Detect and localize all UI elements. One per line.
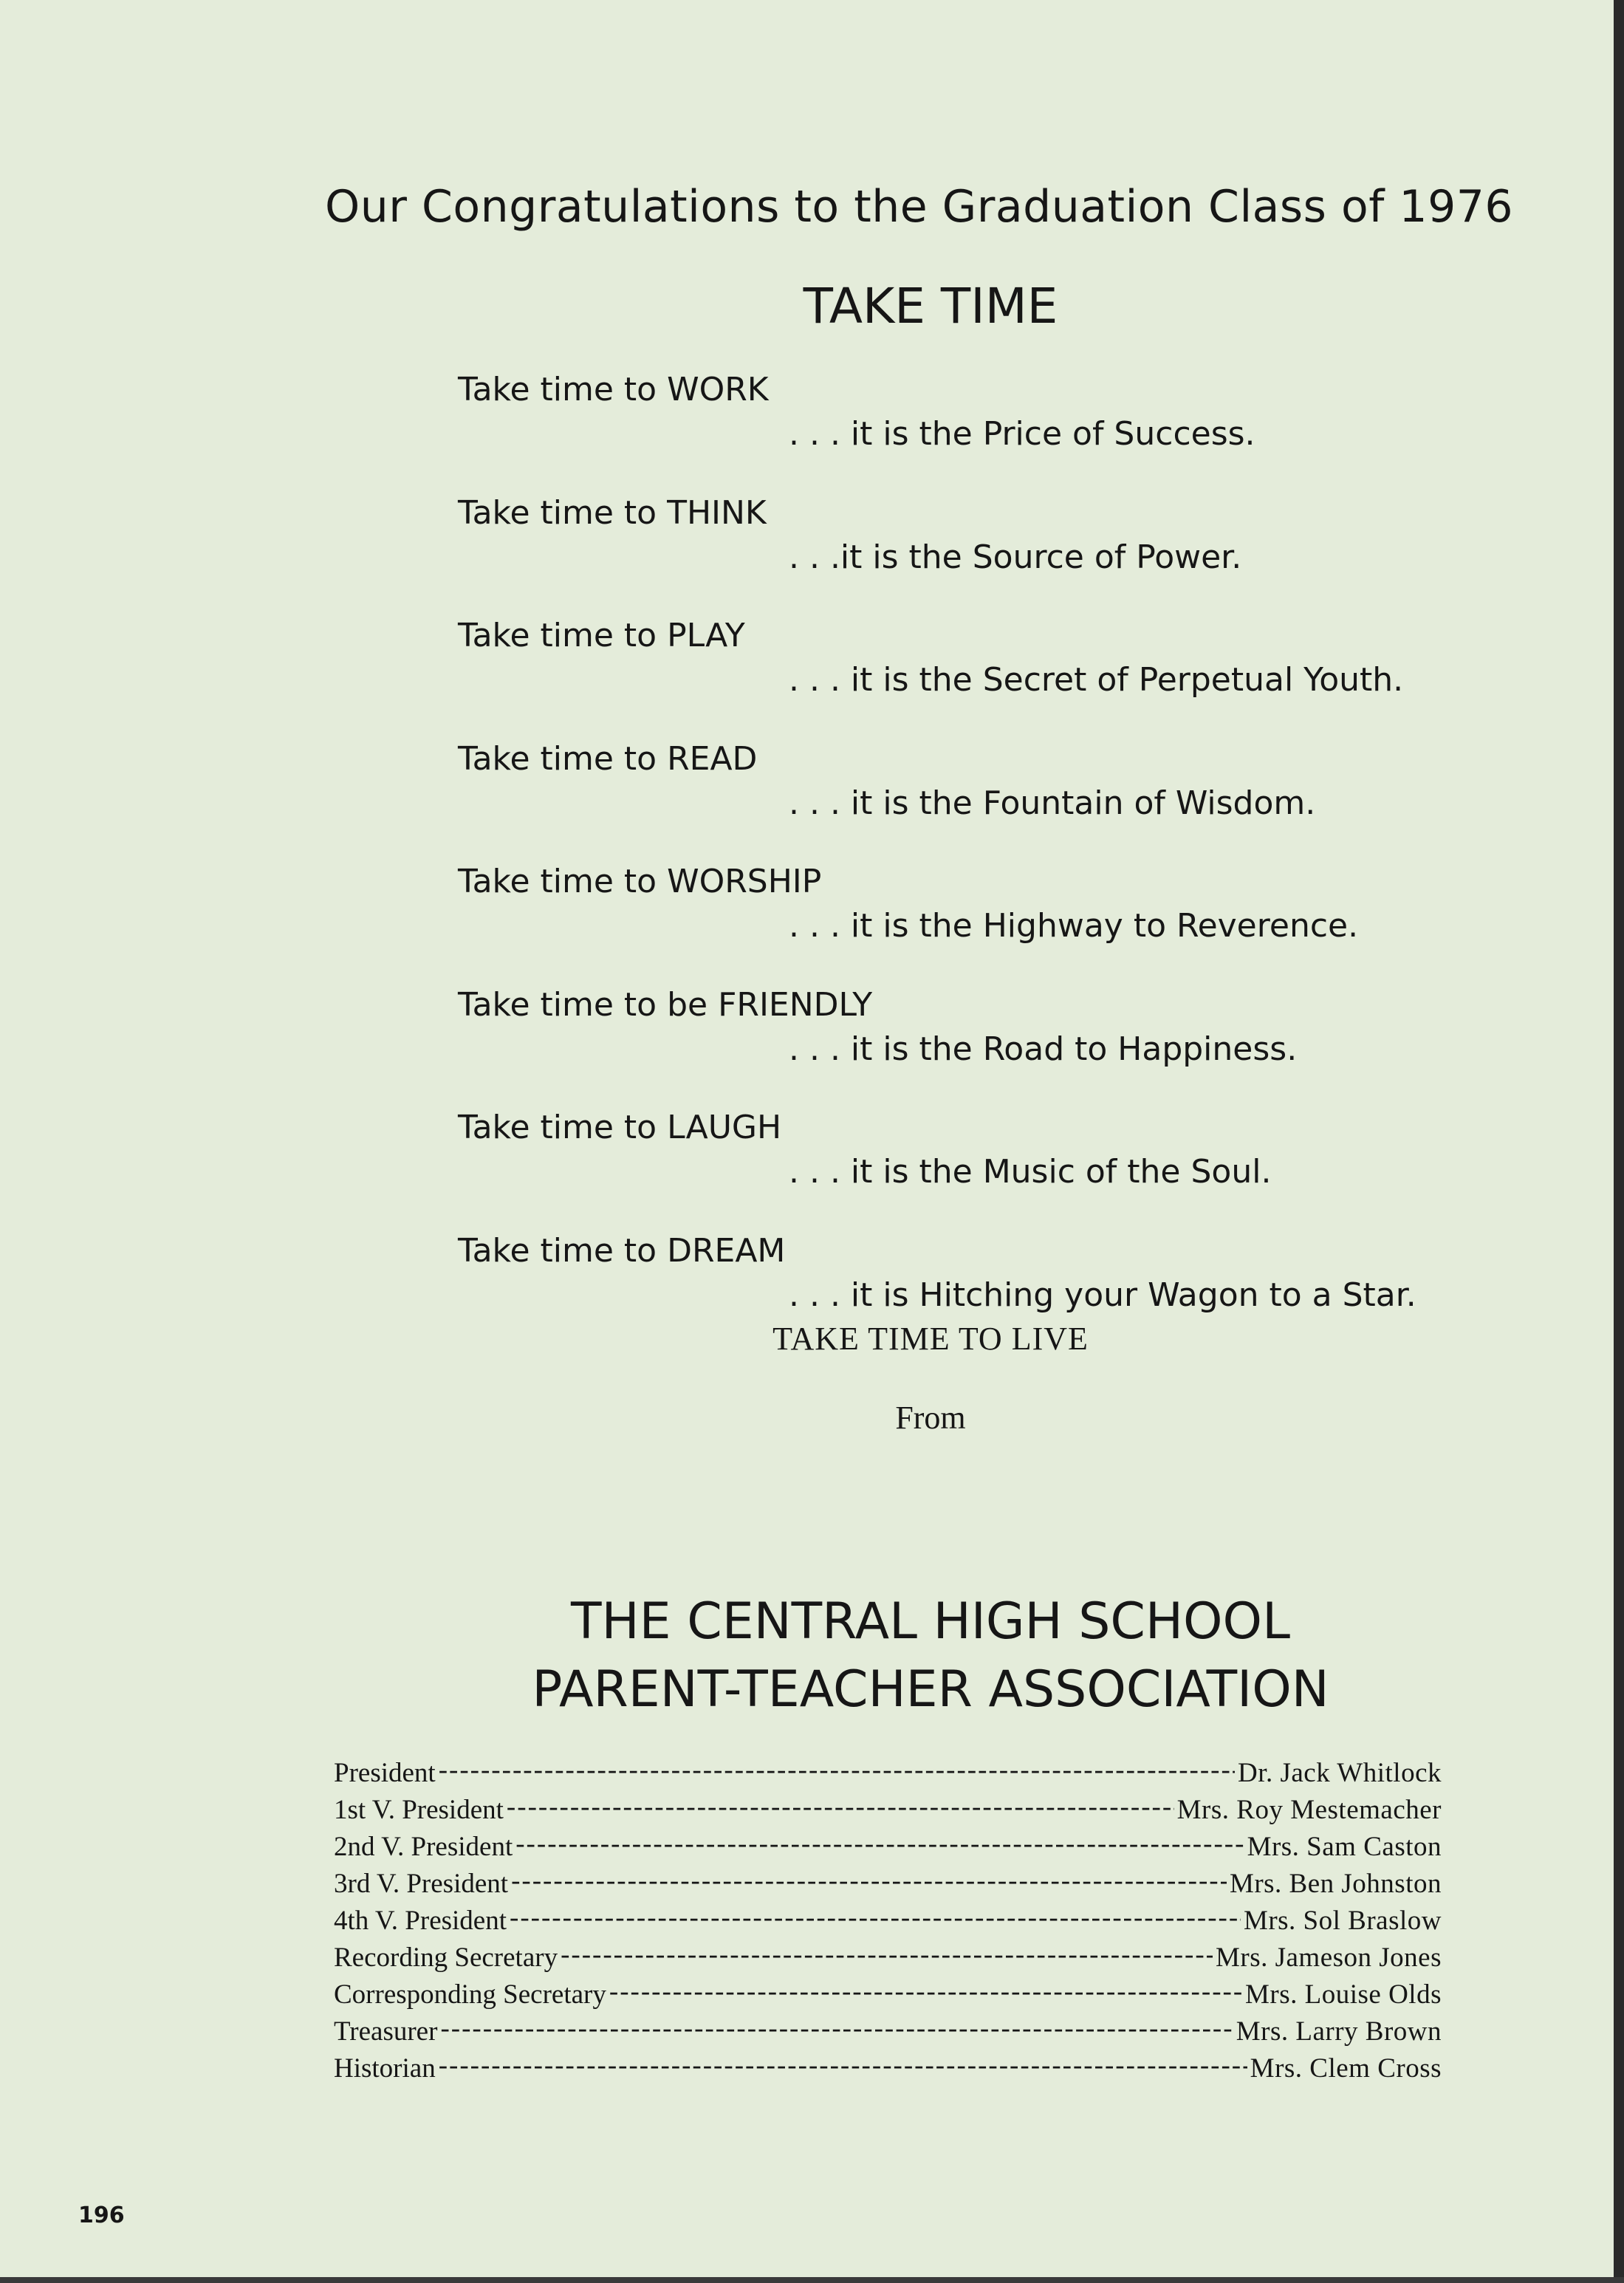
poem-stanza <box>458 491 1492 615</box>
officer-role: Historian <box>334 2053 436 2084</box>
officer-row <box>334 1826 1442 1863</box>
officer-name: Mrs. Roy Mestemacher <box>1176 1795 1442 1825</box>
leader-dashes <box>507 1789 1174 1818</box>
officer-role: 4th V. President <box>334 1906 507 1936</box>
officer-row <box>334 1974 1442 2010</box>
from-label: From <box>895 1400 966 1436</box>
leader-dashes <box>561 1937 1213 1966</box>
poem-title: TAKE TIME <box>803 278 1058 335</box>
officer-row <box>334 1900 1442 1937</box>
stanza-line-take-time: Take time to PLAY <box>458 617 745 654</box>
stanza-line-reason: . . . it is the Road to Happiness. <box>789 1030 1298 1068</box>
poem-stanza <box>458 614 1492 737</box>
officer-role: Recording Secretary <box>334 1943 558 1973</box>
officer-name: Mrs. Sol Braslow <box>1243 1906 1442 1936</box>
leader-dashes <box>439 1752 1235 1781</box>
scan-edge-bottom <box>0 2277 1624 2283</box>
officer-row <box>334 1937 1442 1974</box>
officer-role: President <box>334 1758 436 1788</box>
officer-name: Mrs. Larry Brown <box>1236 2016 1442 2047</box>
stanza-line-take-time: Take time to DREAM <box>458 1231 786 1270</box>
stanza-line-reason: . . .it is the Source of Power. <box>789 538 1242 576</box>
stanza-line-take-time: Take time to READ <box>458 739 758 778</box>
organization-name <box>369 1588 1492 1724</box>
officer-name: Mrs. Sam Caston <box>1247 1832 1442 1862</box>
stanza-line-take-time: Take time to WORSHIP <box>458 863 822 900</box>
officer-role: 2nd V. President <box>334 1832 513 1862</box>
officer-name: Mrs. Louise Olds <box>1245 1979 1442 2010</box>
poem-stanza <box>458 983 1492 1106</box>
officer-row <box>334 1752 1442 1789</box>
poem-stanza <box>458 368 1492 491</box>
officer-name: Mrs. Clem Cross <box>1250 2053 1442 2084</box>
officer-role: Treasurer <box>334 2016 438 2047</box>
stanza-line-reason: . . . it is the Fountain of Wisdom. <box>789 784 1316 822</box>
officer-row <box>334 1789 1442 1826</box>
stanza-line-reason: . . . it is the Secret of Perpetual Youth. <box>789 661 1404 699</box>
officer-name: Mrs. Ben Johnston <box>1229 1869 1442 1899</box>
officer-row <box>334 1863 1442 1900</box>
stanza-line-take-time: Take time to LAUGH <box>458 1109 782 1146</box>
organization-name-line-1: THE CENTRAL HIGH SCHOOL <box>571 1592 1290 1651</box>
officer-name: Mrs. Jameson Jones <box>1215 1943 1442 1973</box>
officer-role: 3rd V. President <box>334 1869 509 1899</box>
poem-closing-line: TAKE TIME TO LIVE <box>772 1321 1089 1357</box>
officers-list <box>334 1752 1442 2084</box>
officer-name: Dr. Jack Whitlock <box>1237 1758 1442 1788</box>
poem-stanzas <box>458 368 1492 1352</box>
stanza-line-reason: . . . it is the Highway to Reverence. <box>789 907 1359 945</box>
leader-dashes <box>609 1974 1242 2003</box>
page-number: 196 <box>78 2202 125 2228</box>
stanza-line-take-time: Take time to WORK <box>458 371 769 408</box>
officer-role: Corresponding Secretary <box>334 1979 606 2010</box>
poem-stanza <box>458 737 1492 860</box>
stanza-line-reason: . . . it is the Price of Success. <box>789 415 1255 453</box>
leader-dashes <box>440 2010 1233 2040</box>
leader-dashes <box>439 2047 1247 2077</box>
stanza-line-take-time: Take time to THINK <box>458 493 767 532</box>
leader-dashes <box>510 1900 1241 1929</box>
officer-row <box>334 2047 1442 2084</box>
leader-dashes <box>511 1863 1227 1892</box>
officer-role: 1st V. President <box>334 1795 504 1825</box>
scan-edge-right <box>1614 0 1624 2283</box>
organization-name-line-2: PARENT-TEACHER ASSOCIATION <box>532 1660 1329 1719</box>
officer-row <box>334 2010 1442 2047</box>
stanza-line-reason: . . . it is Hitching your Wagon to a Star. <box>789 1276 1416 1314</box>
poem-stanza <box>458 860 1492 983</box>
stanza-line-reason: . . . it is the Music of the Soul. <box>789 1153 1272 1191</box>
poem-stanza <box>458 1106 1492 1229</box>
congratulations-headline: Our Congratulations to the Graduation Class of 1976 <box>325 181 1514 233</box>
leader-dashes <box>515 1826 1244 1855</box>
stanza-line-take-time: Take time to be FRIENDLY <box>458 985 873 1024</box>
